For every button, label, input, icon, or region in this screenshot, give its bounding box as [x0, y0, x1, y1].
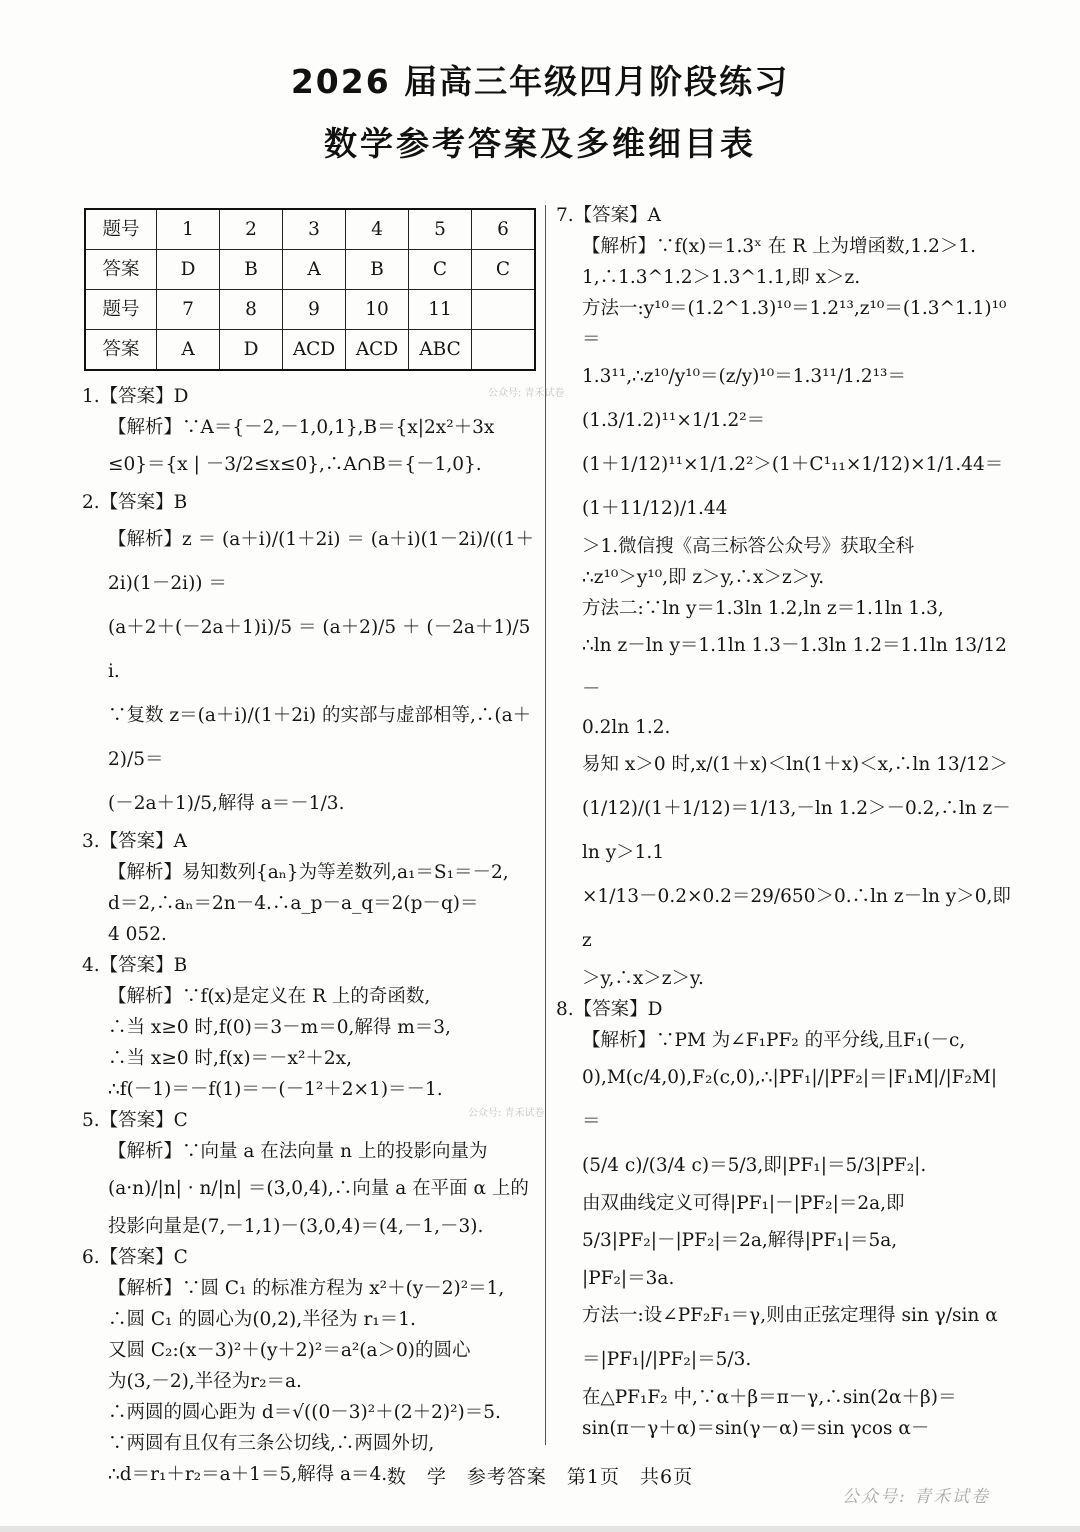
solution-line: 方法二:∵ln y＝1.3ln 1.2,ln z＝1.1ln 1.3,	[582, 598, 944, 619]
answer-table-cell: ACD	[346, 330, 409, 371]
solution-line: ∴当 x≥0 时,f(0)＝3－m＝0,解得 m＝3,	[108, 1017, 451, 1038]
solution-line: 1.【答案】D	[82, 386, 189, 407]
solution-line: ≤0}＝{x | －3/2≤x≤0},∴A∩B＝{－1,0}.	[108, 454, 482, 475]
solution-line: (5/4 c)/(3/4 c)＝5/3,即|PF₁|＝5/3|PF₂|.	[582, 1155, 927, 1176]
answer-table-header-cell: 题号	[85, 209, 157, 250]
solution-line: 在△PF₁F₂ 中,∵α＋β＝π－γ,∴sin(2α＋β)＝	[582, 1387, 957, 1408]
solution-line: ∵两圆有且仅有三条公切线,∴两圆外切,	[108, 1433, 435, 1454]
solution-line: ＞y,∴x＞z＞y.	[582, 968, 704, 989]
solution-line: ∴圆 C₁ 的圆心为(0,2),半径为 r₁＝1.	[108, 1309, 416, 1330]
solution-line: 【解析】∵A＝{－2,－1,0,1},B＝{x|2x²＋3x	[108, 417, 495, 438]
solution-line: 方法一:设∠PF₂F₁＝γ,则由正弦定理得 sin γ/sin α	[582, 1305, 998, 1326]
solution-line: 为(3,－2),半径为r₂＝a.	[108, 1371, 302, 1392]
solution-line: 7.【答案】A	[556, 205, 662, 226]
solution-line: ∴两圆的圆心距为 d＝√((0－3)²＋(2＋2)²)＝5.	[108, 1402, 501, 1423]
solution-line: ∵复数 z＝(a＋i)/(1＋2i) 的实部与虚部相等,∴(a＋2)/5＝	[108, 705, 532, 770]
answer-table-cell: 1	[157, 209, 220, 250]
solution-line: 【解析】∵PM 为∠F₁PF₂ 的平分线,且F₁(－c,	[582, 1030, 966, 1051]
watermark-text: 公众号: 青禾试卷	[488, 388, 565, 399]
solution-line: ∴ln z－ln y＝1.1ln 1.3－1.3ln 1.2＝1.1ln 13/12－	[582, 635, 1007, 700]
right-solutions	[556, 200, 1012, 1444]
answer-table-header-cell: 答案	[85, 330, 157, 371]
solution-line: 投影向量是(7,－1,1)－(3,0,4)＝(4,－1,－3).	[108, 1216, 484, 1237]
answer-table-cell: B	[346, 250, 409, 290]
solution-line: sin(π－γ＋α)＝sin(γ－α)＝sin γcos α－	[582, 1418, 930, 1439]
answer-table-cell	[472, 330, 536, 371]
solution-line: ∴d＝r₁＋r₂＝a＋1＝5,解得 a＝4.	[108, 1464, 388, 1485]
solution-line: 8.【答案】D	[556, 999, 663, 1020]
answer-table-cell: C	[472, 250, 536, 290]
solution-line: ＞1.微信搜《高三标答公众号》获取全科	[582, 536, 915, 557]
page-subtitle: 数学参考答案及多维细目表	[324, 124, 756, 163]
solution-line: 【解析】∵f(x)＝1.3ˣ 在 R 上为增函数,1.2＞1.	[582, 236, 977, 257]
answer-table-cell: 6	[472, 209, 536, 250]
left-column	[82, 200, 538, 1490]
answer-table-cell: 2	[220, 209, 283, 250]
solution-line: 0.2ln 1.2.	[582, 717, 671, 738]
solution-line: 4.【答案】B	[82, 955, 188, 976]
solution-line: 4 052.	[108, 924, 167, 945]
solution-line: 【解析】∵圆 C₁ 的标准方程为 x²＋(y－2)²＝1,	[108, 1278, 505, 1299]
right-column	[556, 200, 1012, 1444]
answer-table-row	[85, 209, 535, 250]
answer-table-cell: 11	[409, 290, 472, 330]
solution-line: (－2a＋1)/5,解得 a＝－1/3.	[108, 793, 345, 814]
answer-table-row	[85, 330, 535, 371]
answer-table-cell: D	[157, 250, 220, 290]
answer-table-cell: 5	[409, 209, 472, 250]
solution-line: 易知 x＞0 时,x/(1＋x)＜ln(1＋x)＜x,∴ln 13/12＞	[582, 754, 1008, 775]
answer-table-cell: A	[157, 330, 220, 371]
answer-table-header-cell: 题号	[85, 290, 157, 330]
solution-line: 【解析】易知数列{aₙ}为等差数列,a₁＝S₁＝－2,	[108, 862, 509, 883]
answer-table-cell: 8	[220, 290, 283, 330]
solution-line: 方法一:y¹⁰＝(1.2^1.3)¹⁰＝1.2¹³,z¹⁰＝(1.3^1.1)¹⁰＝	[582, 298, 1007, 350]
solution-line: 【解析】z ＝ (a＋i)/(1＋2i) ＝ (a＋i)(1－2i)/((1＋2i)(1－2i)) ＝	[108, 529, 534, 594]
solution-line: |PF₂|＝3a.	[582, 1268, 675, 1289]
solution-line: 1,∴1.3^1.2＞1.3^1.1,即 x＞z.	[582, 267, 861, 288]
page-footer: 数 学 参考答案 第1页 共6页	[386, 1466, 694, 1488]
answer-table	[84, 208, 536, 371]
answer-table-cell: 7	[157, 290, 220, 330]
answer-table-cell: 3	[283, 209, 346, 250]
solution-line: (a·n)/|n| · n/|n| ＝(3,0,4),∴向量 a 在平面 α 上的	[108, 1178, 529, 1199]
answer-table-cell: ABC	[409, 330, 472, 371]
solution-line: 5/3|PF₂|－|PF₂|＝2a,解得|PF₁|＝5a,	[582, 1230, 898, 1251]
solution-line: 【解析】∵f(x)是定义在 R 上的奇函数,	[108, 986, 431, 1007]
solution-line: 2.【答案】B	[82, 492, 188, 513]
solution-line: (a＋2＋(－2a＋1)i)/5 ＝ (a＋2)/5 ＋ (－2a＋1)/5 i.	[108, 617, 531, 682]
solution-line: 3.【答案】A	[82, 831, 188, 852]
watermark-text-2: 公众号: 青禾试卷	[468, 1108, 545, 1119]
page-title: 2026 届高三年级四月阶段练习	[290, 62, 790, 101]
solution-line: 6.【答案】C	[82, 1247, 188, 1268]
answer-table-cell: 4	[346, 209, 409, 250]
solution-line: 又圆 C₂:(x－3)²＋(y＋2)²＝a²(a＞0)的圆心	[108, 1340, 471, 1361]
answer-table-cell: 9	[283, 290, 346, 330]
footer-watermark: 公众号: 青禾试卷	[842, 1487, 991, 1507]
answer-table-header-cell: 答案	[85, 250, 157, 290]
solution-line: 0),M(c/4,0),F₂(c,0),∴|PF₁|/|PF₂|＝|F₁M|/|F₂M|＝	[582, 1067, 998, 1132]
solution-line: d＝2,∴aₙ＝2n－4.∴a_p－a_q＝2(p－q)＝	[108, 893, 479, 914]
left-solutions	[82, 381, 538, 1490]
answer-table-cell	[472, 290, 536, 330]
answer-table-cell: 10	[346, 290, 409, 330]
solution-line: (1/12)/(1＋1/12)＝1/13,－ln 1.2＞－0.2,∴ln z－ln y＞1.1	[582, 798, 1011, 863]
solution-line: ×1/13－0.2×0.2＝29/650＞0.∴ln z－ln y＞0,即 z	[582, 886, 1011, 951]
solution-line: ∴f(－1)＝－f(1)＝－(－1²＋2×1)＝－1.	[108, 1079, 443, 1100]
bottom-edge	[0, 1526, 1080, 1532]
solution-line: ∴z¹⁰＞y¹⁰,即 z＞y,∴x＞z＞y.	[582, 567, 825, 588]
answer-table-cell: ACD	[283, 330, 346, 371]
answer-table-cell: A	[283, 250, 346, 290]
answer-table-row	[85, 250, 535, 290]
solution-line: ＝|PF₁|/|PF₂|＝5/3.	[582, 1349, 752, 1370]
solution-line: (1＋1/12)¹¹×1/1.2²＞(1＋C¹₁₁×1/12)×1/1.44＝(1＋11/12)/1.44	[582, 454, 1004, 519]
solution-line: 1.3¹¹,∴z¹⁰/y¹⁰＝(z/y)¹⁰＝1.3¹¹/1.2¹³＝(1.3/1.2)¹¹×1/1.2²＝	[582, 366, 906, 431]
solution-line: 5.【答案】C	[82, 1110, 188, 1131]
answer-table-cell: C	[409, 250, 472, 290]
answer-table-cell: D	[220, 330, 283, 371]
solution-line: 【解析】∵向量 a 在法向量 n 上的投影向量为	[108, 1141, 488, 1162]
solution-line: 由双曲线定义可得|PF₁|－|PF₂|＝2a,即	[582, 1193, 905, 1214]
answer-table-row	[85, 290, 535, 330]
solution-line: ∴当 x≥0 时,f(x)＝－x²＋2x,	[108, 1048, 352, 1069]
answer-table-cell: B	[220, 250, 283, 290]
